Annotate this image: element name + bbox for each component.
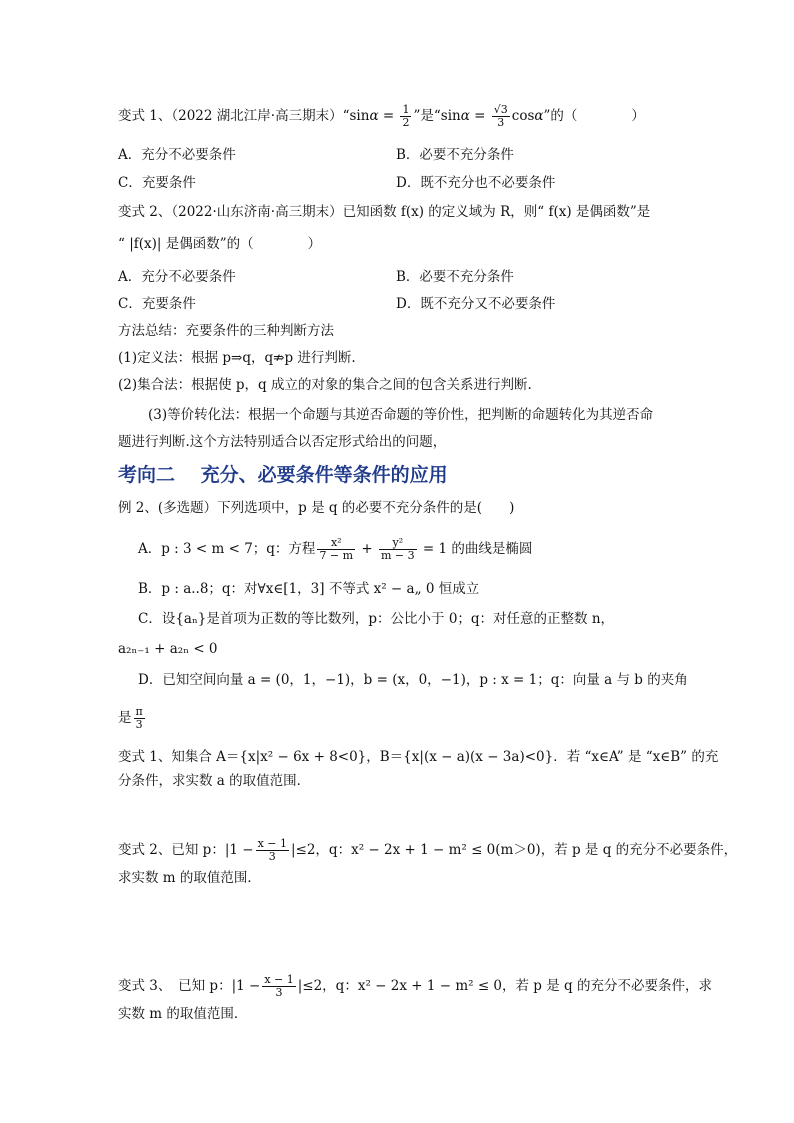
variant1-option-d: D．既不充分也不必要条件 (396, 175, 556, 191)
frac-num: x − 1 (264, 973, 294, 986)
example2-option-c-line2: a₂ₙ₋₁ + a₂ₙ < 0 (118, 641, 218, 657)
option-d-prefix: 是 (118, 710, 132, 726)
frac-num: x − 1 (257, 837, 287, 850)
equals-2: = (469, 108, 490, 124)
frac-num-y2: y² (379, 537, 417, 550)
frac-den: 3 (268, 850, 276, 863)
exercise3-line2: 实数 m 的取值范围． (118, 1006, 248, 1022)
frac-den-m3: m − 3 (380, 549, 415, 562)
frac-num-pi: π (135, 705, 143, 718)
frac-num-2: √3 (493, 103, 508, 116)
alpha-symbol-2: α (460, 108, 470, 124)
exercise3-line1 (118, 974, 712, 999)
variant1-option-a: A．充分不必要条件 (118, 147, 236, 163)
frac-den-2: 3 (497, 116, 505, 129)
fraction-sqrt3-over-3 (492, 104, 510, 129)
exercise2-line2: 求实数 m 的取值范围． (118, 870, 261, 886)
alpha-symbol-3: α (534, 108, 544, 124)
variant2-option-c: C．充要条件 (118, 296, 196, 312)
example2-option-b: B．p : a..8；q：对∀x∈[1，3] 不等式 x² − a„ 0 恒成立 (138, 581, 480, 597)
example2-option-d-line1: D．已知空间向量 a = (0，1，−1)，b = (x，0，−1)，p : x = 1；q：向量 a 与 b 的夹角 (138, 672, 688, 688)
exercise1-line1: 变式 1、知集合 A＝{x|x² − 6x + 8<0}，B＝{x|(x − a)(x − 3a)<0}．若 “x∈A” 是 “x∈B” 的充 (118, 749, 719, 765)
exercise2-prefix: 变式 2、已知 p：|1 − (118, 842, 254, 858)
variant2-option-a: A．充分不必要条件 (118, 269, 236, 285)
method-title: 方法总结：充要条件的三种判断方法 (118, 323, 334, 339)
variant1-option-b: B．必要不充分条件 (396, 147, 514, 163)
plus: + (357, 541, 377, 557)
method-p1: (1)定义法：根据 p⇒q，q⇏p 进行判断. (118, 350, 356, 366)
sin-text: sin (349, 108, 370, 124)
variant1-tail: ”的（ ） (543, 108, 645, 124)
variant1-lead: 变式 1、（2022 湖北江岸·高三期末）“ (118, 108, 350, 124)
exercise2-tail: |≤2，q：x² − 2x + 1 − m² ≤ 0(m＞0)，若 p 是 q 的充分不必要条件， (290, 842, 738, 858)
frac-den-3: 3 (135, 718, 143, 731)
exercise2-line1 (118, 838, 737, 863)
fraction-x-1-over-3 (256, 838, 289, 863)
variant2-option-b: B．必要不充分条件 (396, 269, 514, 285)
fraction-x-1-over-3-b (262, 974, 295, 999)
frac-num: 1 (402, 103, 410, 116)
variant2-option-d: D．既不充分又不必要条件 (396, 296, 556, 312)
frac-den-7m: 7 − m (319, 549, 354, 562)
fraction-y2 (379, 537, 417, 562)
alpha-symbol: α (369, 108, 379, 124)
fraction-pi-over-3 (134, 706, 145, 731)
example2-stem: 例 2、(多选题）下列选项中，p 是 q 的必要不充分条件的是( ) (118, 500, 515, 516)
method-p3-line2: 题进行判断.这个方法特别适合以否定形式给出的问题， (118, 434, 447, 450)
equals: = (378, 108, 399, 124)
mid-text: ”是“ (413, 108, 441, 124)
method-p3-line1: (3)等价转化法：根据一个命题与其逆否命题的等价性，把判断的命题转化为其逆否命 (148, 407, 654, 423)
frac-den: 2 (402, 116, 410, 129)
fraction-x2 (317, 537, 355, 562)
sin-text-2: sin (440, 108, 461, 124)
fraction-half (400, 104, 411, 129)
example2-option-a (138, 537, 532, 562)
variant1-stem (118, 104, 645, 129)
variant1-option-c: C．充要条件 (118, 175, 196, 191)
variant2-stem-line1: 变式 2、（2022·山东济南·高三期末）已知函数 f(x) 的定义域为 R，则“ f(x) 是偶函数”是 (118, 204, 651, 220)
method-p2: (2)集合法：根据使 p，q 成立的对象的集合之间的包含关系进行判断. (118, 377, 532, 393)
exercise3-prefix: 变式 3、 已知 p：|1 − (118, 978, 261, 994)
exercise1-line2: 分条件，求实数 a 的取值范围． (118, 773, 311, 789)
exercise3-tail: |≤2，q：x² − 2x + 1 − m² ≤ 0，若 p 是 q 的充分不必要条件，求 (297, 978, 712, 994)
frac-den: 3 (275, 986, 283, 999)
example2-option-c-line1: C．设{aₙ}是首项为正数的等比数列，p：公比小于 0；q：对任意的正整数 n， (138, 611, 615, 627)
cos-text: cos (511, 108, 535, 124)
variant2-stem-line2: “ |f(x)| 是偶函数”的（ ） (118, 236, 322, 252)
frac-num-x2: x² (317, 537, 355, 550)
section-heading: 考向二 充分、必要条件等条件的应用 (118, 464, 448, 486)
example2-option-d-line2 (118, 706, 147, 731)
option-a-text: A．p : 3 < m < 7；q：方程 (138, 541, 316, 557)
option-a-tail: = 1 的曲线是椭圆 (418, 541, 533, 557)
